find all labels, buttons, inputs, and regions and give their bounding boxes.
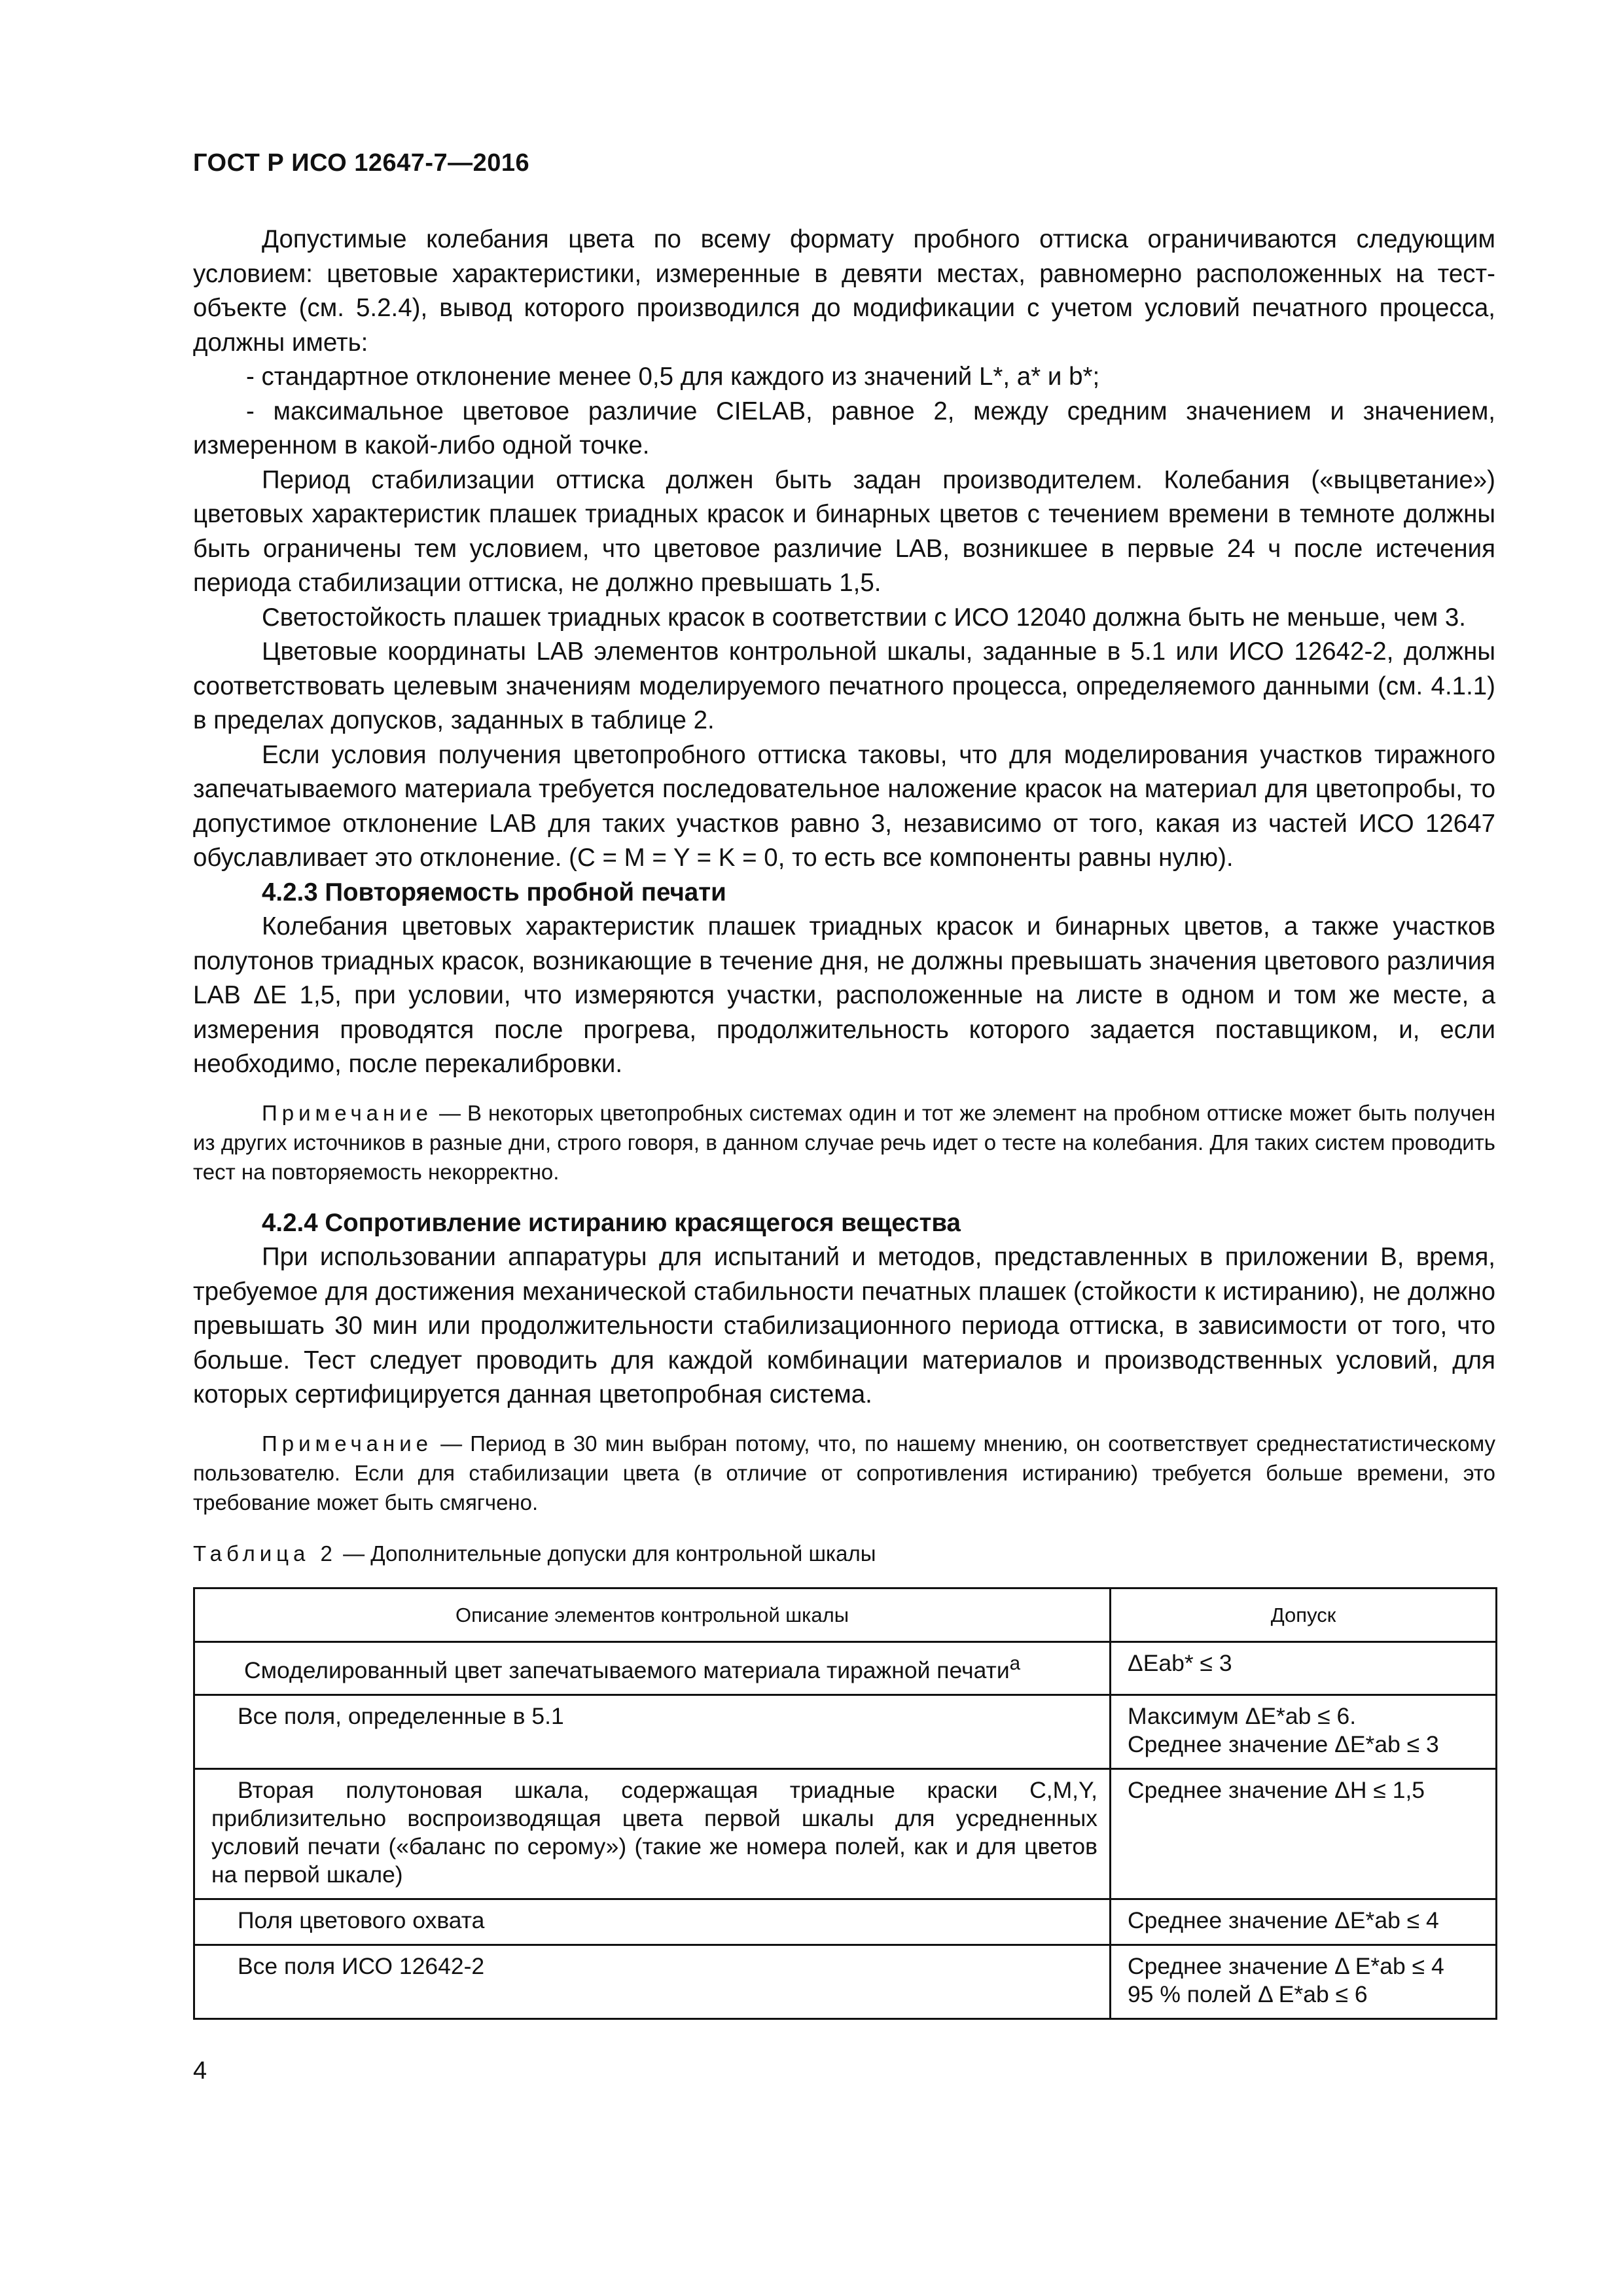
table-caption-label: Таблица 2	[193, 1541, 337, 1566]
table-caption-text: — Дополнительные допуски для контрольной шкалы	[336, 1541, 876, 1566]
document-header-title: ГОСТ Р ИСО 12647-7—2016	[193, 149, 530, 177]
table-cell-description: Поля цветового охвата	[194, 1899, 1111, 1945]
table-cell-description: Вторая полутоновая шкала, содержащая триадные краски C,M,Y, приблизительно воспроизводящая цвета первой шкалы для усредненных условий печати («баланс по серому») (такие же номера полей, как и для цветов на первой шкале)	[194, 1768, 1111, 1899]
paragraph: Допустимые колебания цвета по всему формату пробного оттиска ограничиваются следующим условием: цветовые характеристики, измеренные в девяти местах, равномерно расположенных на тест-объекте (см. 5.2.4), вывод которого производился до модификации с учетом условий печатного процесса, должны иметь:	[193, 225, 1495, 357]
table-cell-tolerance	[1111, 1768, 1497, 1899]
paragraph: Цветовые координаты LAB элементов контрольной шкалы, заданные в 5.1 или ИСО 12642-2, должны соответствовать целевым значениям моделируемого печатного процесса, определяемого данными (см. 4.1.1) в пределах допусков, заданных в таблице 2.	[193, 637, 1495, 734]
note-text: — Период в 30 мин выбран потому, что, по нашему мнению, он соответствует среднестатистическому пользователю. Если для стабилизации цвета (в отличие от сопротивления истиранию) требуется больше времени, это требование может быть смягчено.	[193, 1431, 1495, 1515]
paragraph: Колебания цветовых характеристик плашек триадных красок и бинарных цветов, а также участков полутонов триадных красок, возникающие в течение дня, не должны превышать значения цветового различия LAB ΔE 1,5, при условии, что измеряются участки, расположенные на листе в одном и том же месте, а измерения проводятся после прогрева, продолжительность которого задается поставщиком, и, если необходимо, после перекалибровки.	[193, 912, 1495, 1078]
tolerance-value: Среднее значение ΔE*ab ≤ 4	[1128, 1907, 1439, 1933]
table-header-description: Описание элементов контрольной шкалы	[194, 1588, 1111, 1642]
table-cell-tolerance	[1111, 1642, 1497, 1695]
section-heading-4-2-3: 4.2.3 Повторяемость пробной печати	[262, 878, 726, 906]
list-item: - максимальное цветовое различие CIELAB, равное 2, между средним значением и значением, измеренном в какой-либо одной точке.	[193, 397, 1495, 459]
tolerance-value: Среднее значение Δ E*ab ≤ 4	[1128, 1952, 1444, 1979]
table-row	[194, 1695, 1497, 1768]
tolerance-value: Максимум ΔE*ab ≤ 6.	[1128, 1702, 1357, 1729]
paragraph: При использовании аппаратуры для испытаний и методов, представленных в приложении В, время, требуемое для достижения механической стабильности печатных плашек (стойкости к истиранию), не должно превышать 30 мин или продолжительности стабилизационного периода оттиска, в зависимости от того, что больше. Тест следует проводить для каждой комбинации материалов и производственных условий, для которых сертифицируется данная цветопробная система.	[193, 1243, 1495, 1408]
paragraph: Светостойкость плашек триадных красок в соответствии с ИСО 12040 должна быть не меньше, чем 3.	[262, 603, 1466, 632]
tolerance-value: ΔEab* ≤ 3	[1128, 1650, 1232, 1676]
page-number: 4	[193, 2057, 207, 2085]
note	[193, 1429, 1495, 1517]
table-cell-description	[194, 1642, 1111, 1695]
tolerance-value: Среднее значение ΔE*ab ≤ 3	[1128, 1731, 1439, 1757]
table-cell-tolerance	[1111, 1945, 1497, 2018]
paragraph: Если условия получения цветопробного оттиска таковы, что для моделирования участков тиражного запечатываемого материала требуется последовательное наложение красок на материал для цветопробы, то допустимое отклонение LAB для таких участков равно 3, независимо от того, какая из частей ИСО 12647 обуславливает это отклонение. (C = M = Y = K = 0, то есть все компоненты равны нулю).	[193, 740, 1495, 872]
list-item: - стандартное отклонение менее 0,5 для каждого из значений L*, a* и b*;	[246, 363, 1100, 391]
table-row	[194, 1768, 1497, 1899]
body-text	[193, 223, 1495, 2020]
tolerance-value: Среднее значение ΔH ≤ 1,5	[1128, 1776, 1425, 1803]
paragraph: Период стабилизации оттиска должен быть задан производителем. Колебания («выцветание») цветовых характеристик плашек триадных красок и бинарных цветов с течением времени в темноте должны быть ограничены тем условием, что цветовое различие LAB, возникшее в первые 24 ч после истечения периода стабилизации оттиска, не должно превышать 1,5.	[193, 465, 1495, 597]
note-label: Примечание	[262, 1100, 433, 1125]
table-row	[194, 1945, 1497, 2018]
table-cell-tolerance	[1111, 1695, 1497, 1768]
table-header-row	[194, 1588, 1497, 1642]
table-cell-description: Все поля ИСО 12642-2	[194, 1945, 1111, 2018]
footnote-marker: a	[1009, 1653, 1021, 1674]
note-label: Примечание	[262, 1431, 433, 1456]
table-row	[194, 1642, 1497, 1695]
note	[193, 1098, 1495, 1187]
note-text: — В некоторых цветопробных системах один и тот же элемент на пробном оттиске может быть получен из других источников в разные дни, строго говоря, в данном случае речь идет о тесте на колебания. Для таких систем проводить тест на повторяемость некорректно.	[193, 1100, 1495, 1184]
table-cell-description: Все поля, определенные в 5.1	[194, 1695, 1111, 1768]
table-cell-tolerance	[1111, 1899, 1497, 1945]
table-row	[194, 1899, 1497, 1945]
table-header-tolerance: Допуск	[1111, 1588, 1497, 1642]
section-heading-4-2-4: 4.2.4 Сопротивление истиранию красящегося вещества	[262, 1208, 961, 1237]
cell-text: Смоделированный цвет запечатываемого материала тиражной печати	[244, 1657, 1010, 1683]
table-caption	[193, 1537, 1495, 1571]
tolerance-value: 95 % полей Δ E*ab ≤ 6	[1128, 1981, 1368, 2007]
tolerance-table	[193, 1587, 1497, 2020]
